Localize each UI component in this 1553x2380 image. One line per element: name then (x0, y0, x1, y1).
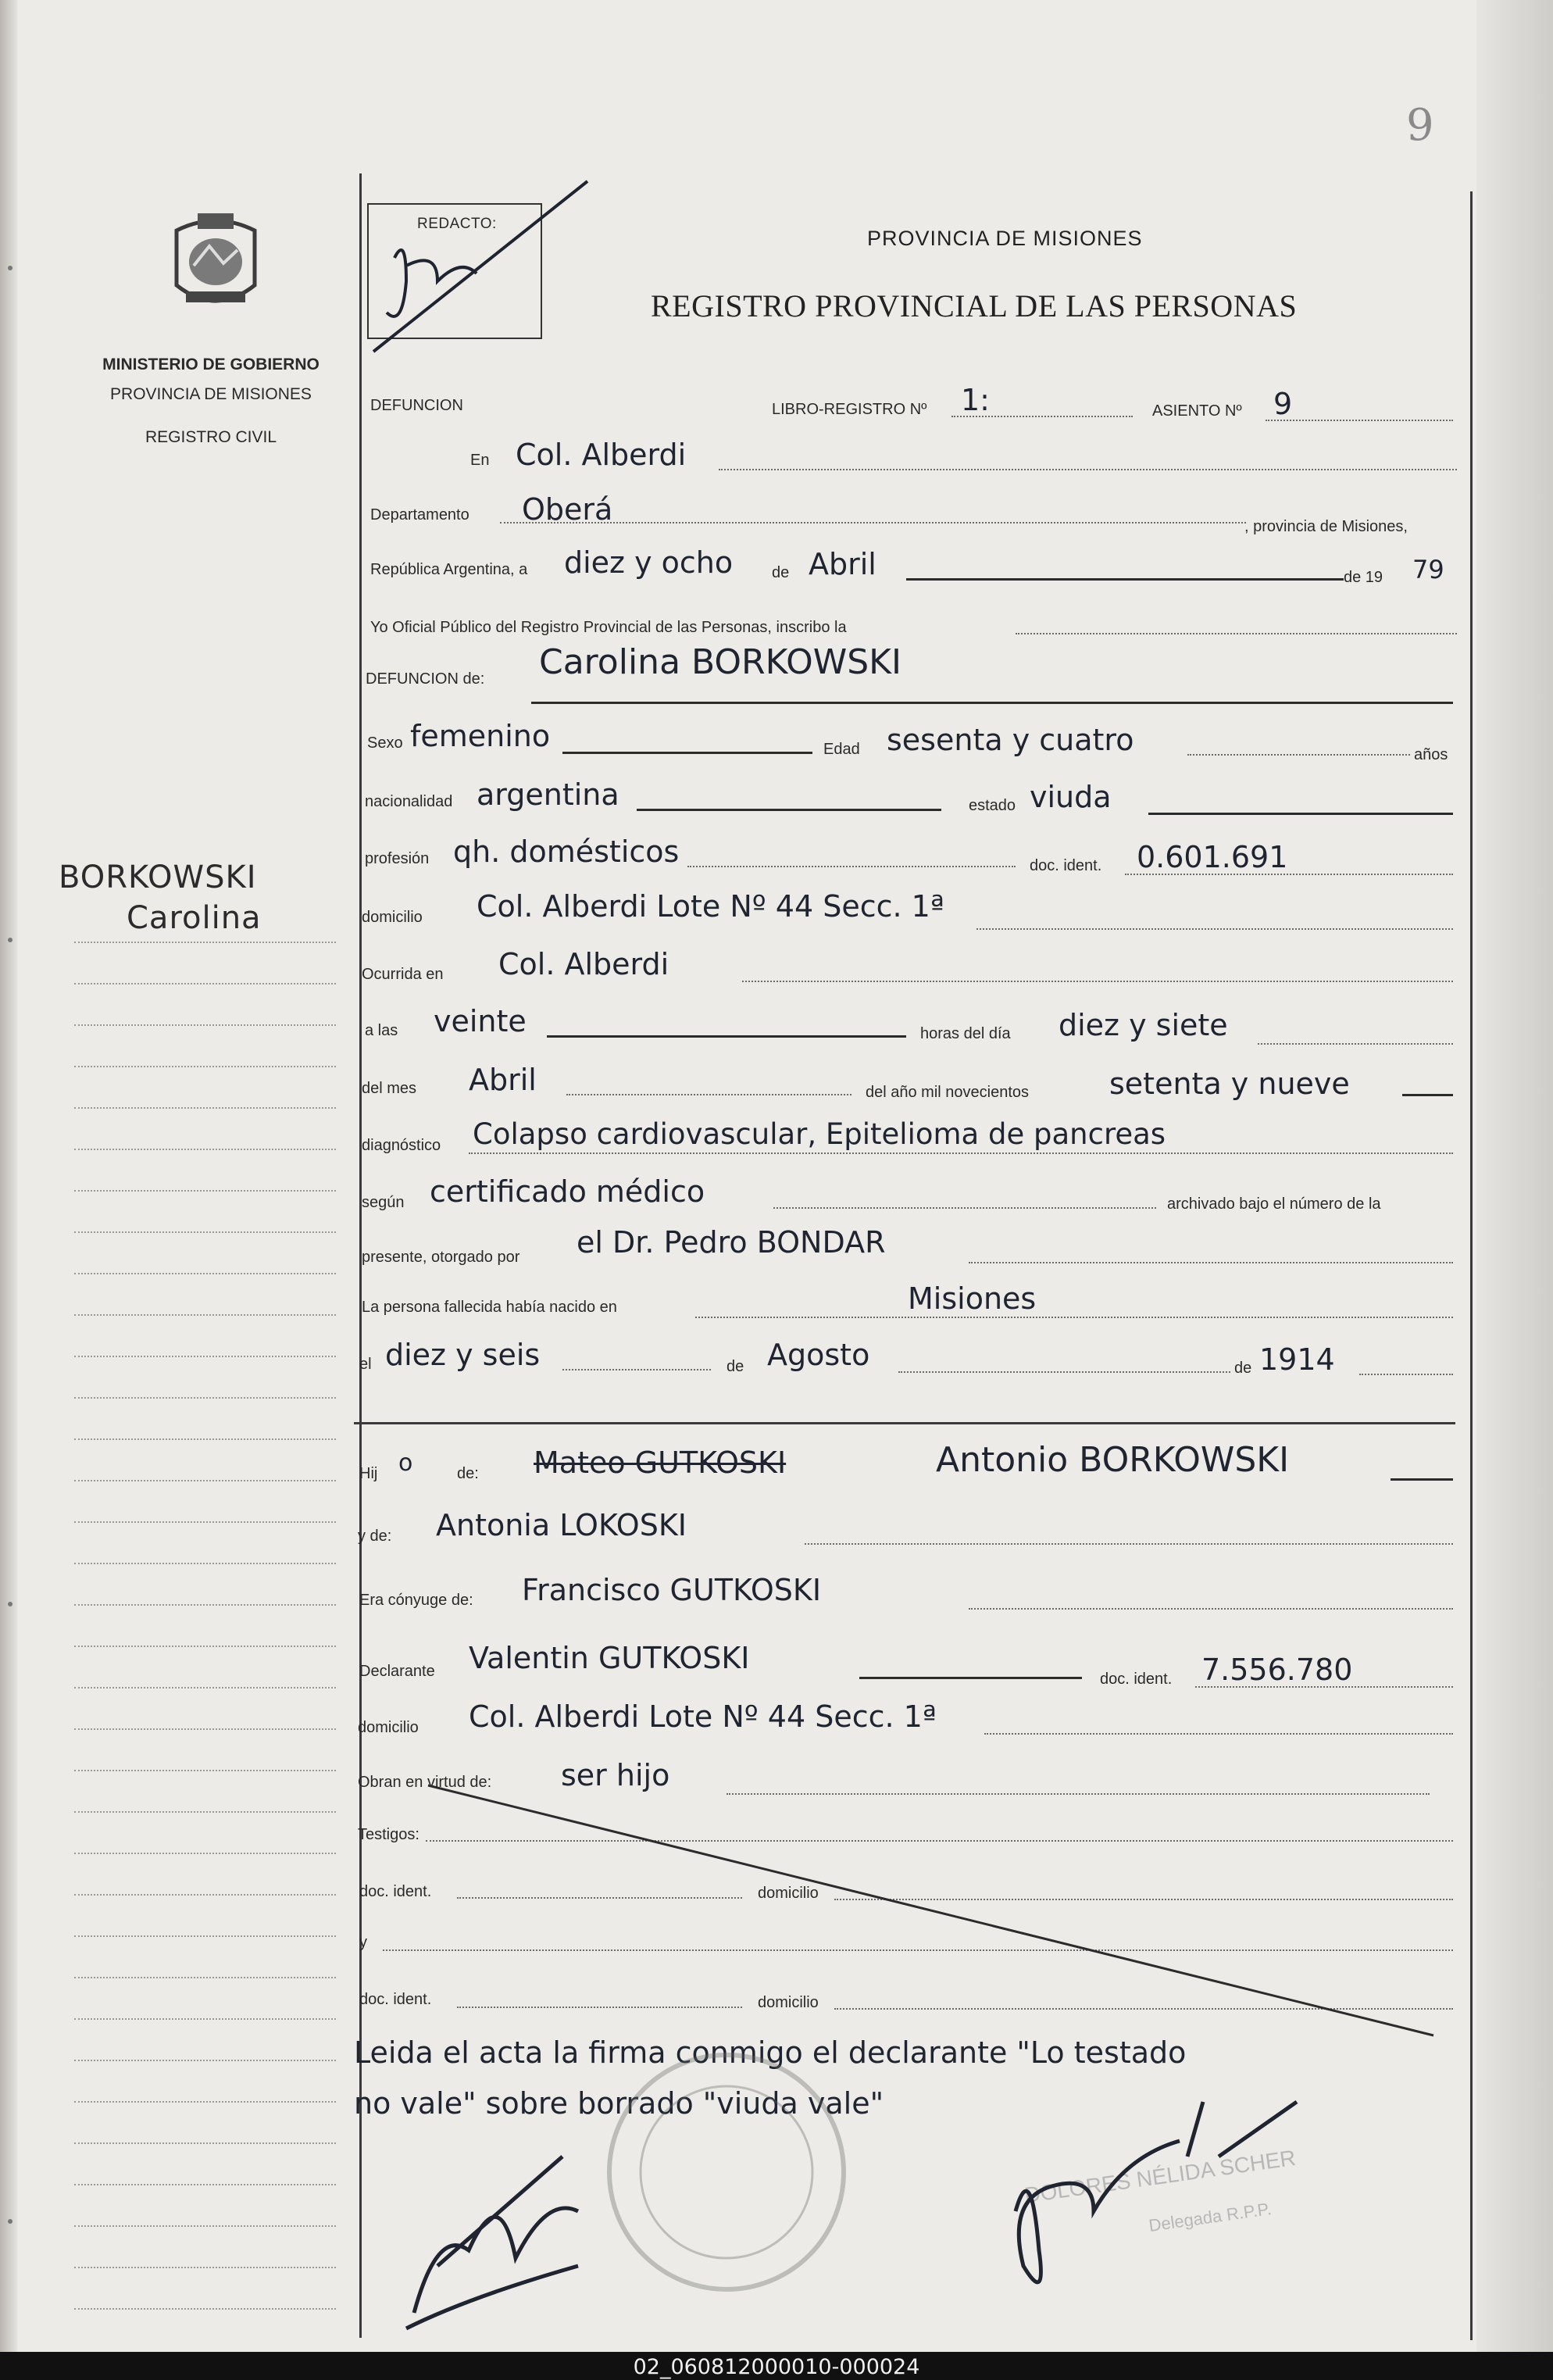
domicilio-label: domicilio (362, 909, 423, 926)
ocurrida-label: Ocurrida en (362, 966, 444, 983)
a-las-value: veinte (434, 1004, 527, 1038)
republica-label: República Argentina, a (370, 561, 528, 578)
segun-value: certificado médico (430, 1174, 705, 1209)
anio-muerte-value: setenta y nueve (1109, 1067, 1350, 1101)
nacionalidad-label: nacionalidad (365, 793, 453, 810)
de-label: de: (457, 1465, 479, 1482)
decl-domicilio-value: Col. Alberdi Lote Nº 44 Secc. 1ª (469, 1699, 937, 1734)
anios-label: años (1414, 746, 1448, 763)
del-mes-label: del mes (362, 1080, 417, 1097)
official-round-seal (609, 2055, 844, 2289)
declarante-signature (406, 2157, 578, 2328)
redacto-label: REDACTO: (417, 216, 497, 232)
official-signature (1016, 2102, 1297, 2282)
registro-civil-label: REGISTRO CIVIL (145, 428, 277, 446)
doc-value: 0.601.691 (1137, 840, 1288, 874)
sexo-value: femenino (410, 719, 551, 753)
libro-label: LIBRO-REGISTRO Nº (772, 401, 927, 418)
y-label: y (359, 1934, 367, 1951)
provincia-suffix: , provincia de Misiones, (1244, 518, 1408, 535)
decl-domicilio-label: domicilio (358, 1719, 419, 1736)
nac-dia-value: diez y seis (385, 1338, 541, 1372)
declarante-label: Declarante (359, 1663, 435, 1680)
otorgado-value: el Dr. Pedro BONDAR (577, 1225, 886, 1260)
el-label: el (359, 1356, 372, 1373)
nac-anio-value: 1914 (1259, 1342, 1335, 1377)
estado-value: viuda (1030, 780, 1112, 814)
obran-label: Obran en virtud de: (358, 1774, 492, 1791)
segun-label: según (362, 1194, 405, 1211)
oficial-text: Yo Oficial Público del Registro Provincial de las Personas, inscribo la (370, 619, 847, 636)
en-value: Col. Alberdi (516, 438, 687, 472)
nacido-label: La persona fallecida había nacido en (362, 1299, 617, 1316)
dom1-label: domicilio (758, 1885, 819, 1902)
mes-muerte-value: Abril (469, 1063, 537, 1097)
nac-de-label: de (727, 1358, 744, 1375)
horas-label: horas del día (920, 1025, 1011, 1042)
edad-label: Edad (823, 741, 860, 758)
stamp-role: Delegada R.P.P. (1147, 2199, 1273, 2235)
decl-doc-value: 7.556.780 (1201, 1653, 1353, 1687)
sexo-label: Sexo (367, 734, 403, 752)
cancel-stroke (428, 1785, 1433, 2035)
nac-mes-value: Agosto (767, 1338, 870, 1372)
doc-label: doc. ident. (1030, 857, 1102, 874)
dia-value: diez y ocho (564, 545, 734, 580)
doc1-label: doc. ident. (359, 1883, 432, 1900)
margin-given-name: Carolina (127, 900, 262, 936)
archivado-label: archivado bajo el número de la (1167, 1195, 1381, 1213)
y-de-label: y de: (358, 1528, 392, 1545)
conyuge-label: Era cónyuge de: (359, 1592, 473, 1609)
domicilio-value: Col. Alberdi Lote Nº 44 Secc. 1ª (477, 889, 944, 924)
libro-value: 1: (961, 383, 990, 417)
de-label: de (772, 564, 790, 581)
profesion-value: qh. domésticos (453, 834, 680, 869)
provincia-label: PROVINCIA DE MISIONES (110, 385, 312, 403)
closing-line-1: Leida el acta la firma conmigo el declarante "Lo testado (354, 2035, 1187, 2070)
nacido-value: Misiones (908, 1281, 1037, 1316)
asiento-value: 9 (1273, 387, 1293, 421)
header-provincia: PROVINCIA DE MISIONES (867, 227, 1143, 250)
declarante-value: Valentin GUTKOSKI (469, 1641, 750, 1675)
de-anio-label: de 19 (1344, 569, 1383, 586)
a-las-label: a las (365, 1022, 398, 1039)
padre-tachado: Mateo GUTKOSKI (534, 1446, 787, 1480)
nac-de2-label: de (1234, 1360, 1252, 1377)
asiento-label: ASIENTO Nº (1152, 402, 1242, 420)
testigos-label: Testigos: (358, 1826, 419, 1843)
dom2-label: domicilio (758, 1994, 819, 2011)
diagnostico-label: diagnóstico (362, 1137, 441, 1154)
decl-doc-label: doc. ident. (1100, 1671, 1173, 1688)
footer-bar (0, 2352, 1553, 2380)
dia-muerte-value: diez y siete (1059, 1008, 1228, 1042)
nacionalidad-value: argentina (477, 777, 619, 812)
madre-value: Antonia LOKOSKI (436, 1508, 687, 1542)
closing-line-2: no vale" sobre borrado "viuda vale" (354, 2086, 884, 2121)
padre-value: Antonio BORKOWSKI (936, 1440, 1290, 1480)
en-label: En (470, 452, 490, 469)
redacto-signature (373, 181, 587, 352)
acta-tipo-label: DEFUNCION (370, 397, 463, 414)
departamento-label: Departamento (370, 506, 469, 524)
ministerio-label: MINISTERIO DE GOBIERNO (102, 356, 320, 373)
conyuge-value: Francisco GUTKOSKI (522, 1573, 822, 1607)
del-anio-label: del año mil novecientos (866, 1084, 1030, 1101)
edad-value: sesenta y cuatro (887, 723, 1134, 757)
profesion-label: profesión (365, 850, 430, 867)
departamento-value: Oberá (522, 492, 613, 527)
difunto-name: Carolina BORKOWSKI (539, 642, 901, 682)
anio-value: 79 (1412, 555, 1444, 584)
stamp-name: DOLORES NÉLIDA SCHER (1023, 2145, 1298, 2208)
defuncion-de-label: DEFUNCION de: (366, 670, 485, 688)
margin-surname: BORKOWSKI (59, 859, 257, 895)
obran-value: ser hijo (561, 1758, 670, 1792)
doc2-label: doc. ident. (359, 1991, 432, 2008)
presente-label: presente, otorgado por (362, 1249, 520, 1266)
estado-label: estado (969, 797, 1016, 814)
ocurrida-value: Col. Alberdi (498, 947, 669, 981)
hij-label: Hij (359, 1465, 378, 1482)
page-number: 9 (1406, 100, 1434, 151)
diagnostico-value: Colapso cardiovascular, Epitelioma de pancreas (473, 1117, 1166, 1151)
hij-value: o (398, 1449, 413, 1477)
mes-value: Abril (809, 547, 876, 581)
header-registro: REGISTRO PROVINCIAL DE LAS PERSONAS (651, 288, 1298, 323)
footer-id: 02_060812000010-000024 (633, 2355, 920, 2379)
